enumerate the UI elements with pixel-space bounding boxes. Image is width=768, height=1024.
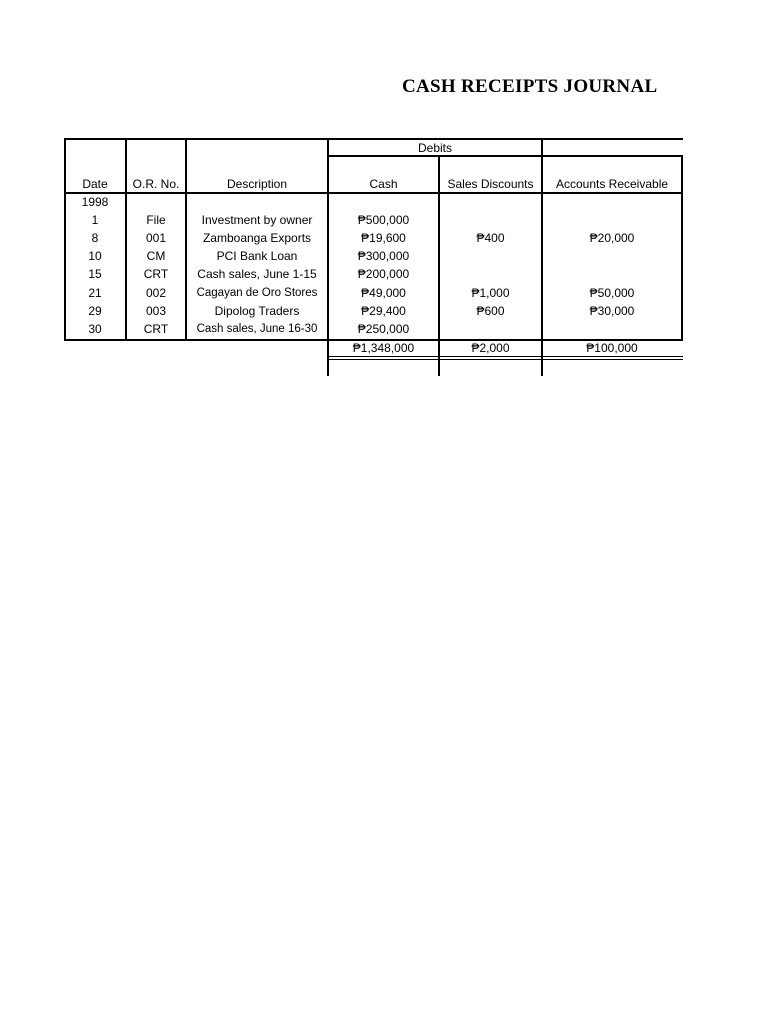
row-or-no: File — [146, 213, 166, 227]
row-sales-discounts: ₱1,000 — [471, 286, 510, 300]
row-description: Cash sales, June 1-15 — [197, 267, 317, 281]
row-cash: ₱300,000 — [357, 249, 410, 263]
row-accounts-receivable: ₱30,000 — [589, 304, 635, 318]
header-sales-discounts: Sales Discounts — [447, 177, 534, 191]
row-sales-discounts: ₱600 — [476, 304, 505, 318]
year-label: 1998 — [81, 195, 109, 209]
total-accounts-receivable: ₱100,000 — [586, 341, 638, 355]
total-sales-discounts: ₱2,000 — [471, 341, 510, 355]
totals-double-underline-2 — [328, 359, 683, 360]
row-cash: ₱250,000 — [357, 322, 410, 336]
row-sales-discounts: ₱400 — [476, 231, 505, 245]
row-description: Zamboanga Exports — [202, 231, 312, 245]
header-date: Date — [82, 177, 108, 191]
row-cash: ₱19,600 — [361, 231, 406, 245]
row-description: Cash sales, June 16-30 — [196, 323, 318, 335]
row-description: Investment by owner — [201, 213, 313, 227]
row-or-no: CM — [146, 249, 166, 263]
row-cash: ₱49,000 — [361, 286, 406, 300]
header-or-no: O.R. No. — [132, 177, 180, 191]
row-date: 29 — [88, 304, 102, 318]
page-title: CASH RECEIPTS JOURNAL — [402, 76, 658, 97]
total-cash: ₱1,348,000 — [352, 341, 415, 355]
row-date: 10 — [88, 249, 102, 263]
row-date: 30 — [88, 322, 102, 336]
row-accounts-receivable: ₱50,000 — [589, 286, 635, 300]
row-or-no: 003 — [145, 304, 167, 318]
row-or-no: 002 — [145, 286, 167, 300]
row-cash: ₱500,000 — [357, 213, 410, 227]
row-description: Cagayan de Oro Stores — [196, 287, 318, 299]
row-or-no: CRT — [143, 322, 169, 336]
header-cash: Cash — [369, 177, 398, 191]
row-date: 21 — [88, 286, 102, 300]
row-description: Dipolog Traders — [214, 304, 300, 318]
cash-receipts-journal-table — [64, 138, 683, 378]
row-date: 15 — [88, 267, 102, 281]
row-or-no: 001 — [145, 231, 167, 245]
row-cash: ₱200,000 — [357, 267, 410, 281]
row-date: 1 — [91, 213, 99, 227]
row-date: 8 — [91, 231, 99, 245]
row-or-no: CRT — [143, 267, 169, 281]
header-accounts-receivable: Accounts Receivable — [555, 177, 669, 191]
row-description: PCI Bank Loan — [216, 249, 298, 263]
header-description: Description — [226, 177, 288, 191]
row-cash: ₱29,400 — [361, 304, 406, 318]
header-debits: Debits — [417, 141, 452, 155]
row-accounts-receivable: ₱20,000 — [589, 231, 635, 245]
